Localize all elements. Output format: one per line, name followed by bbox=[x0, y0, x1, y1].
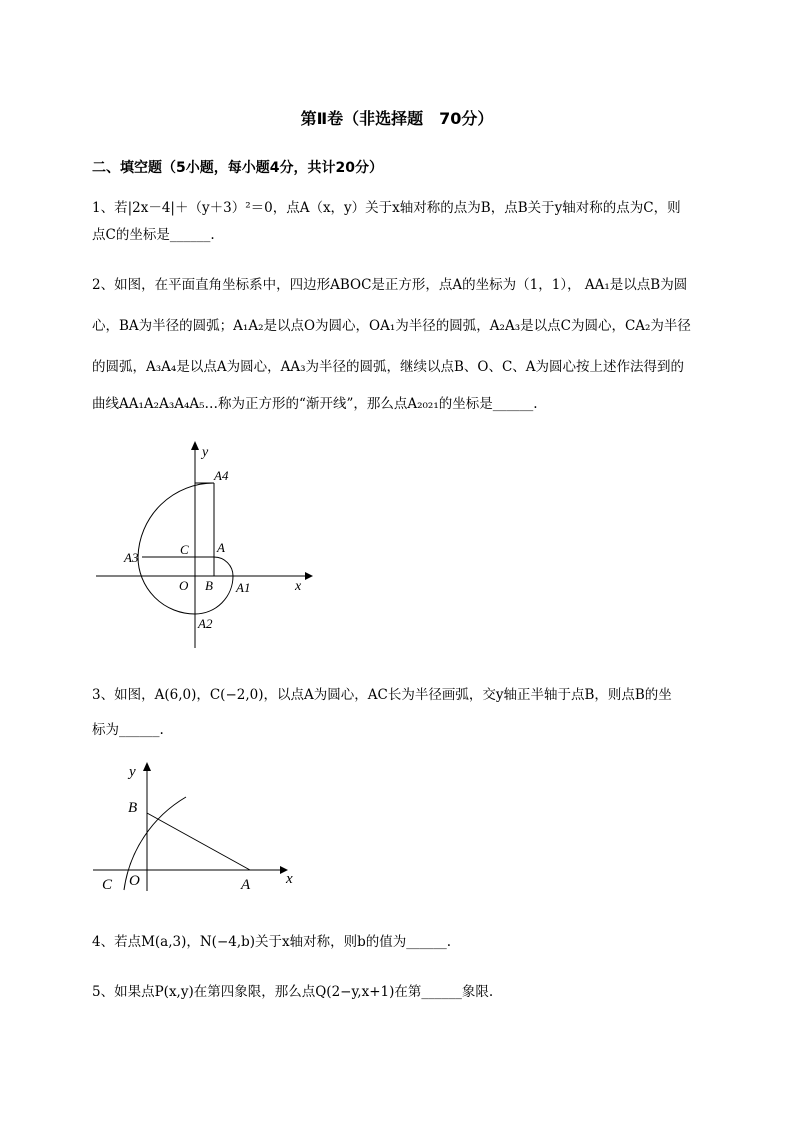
q4-line1: 4、若点M(a,3)，N(−4,b)关于x轴对称，则b的值为______. bbox=[92, 934, 452, 950]
fig2-label-y: y bbox=[129, 764, 136, 780]
q3-line2: 标为______. bbox=[92, 722, 164, 738]
arc-A3-A4 bbox=[138, 483, 214, 557]
fig1-label-O: O bbox=[179, 578, 189, 593]
arc-A-A1 bbox=[214, 557, 233, 576]
figure-involute bbox=[90, 438, 320, 653]
q2-line3: 的圆弧，A₃A₄是以点A为圆心，AA₃为半径的圆弧，继续以点B、O、C、A为圆心按上述作法得到的 bbox=[92, 359, 685, 375]
q2-line4: 曲线AA₁A₂A₃A₄A₅…称为正方形的“渐开线”，那么点A₂₀₂₁的坐标是______. bbox=[92, 396, 538, 412]
fig2-label-C: C bbox=[102, 877, 113, 893]
q1-line2: 点C的坐标是______. bbox=[92, 227, 215, 243]
fig2-label-O: O bbox=[129, 873, 140, 889]
fig2-label-A: A bbox=[241, 877, 251, 893]
q2-line1: 2、如图，在平面直角坐标系中，四边形ABOC是正方形，点A的坐标为（1，1）， AA₁是以点B为圆 bbox=[92, 277, 688, 293]
fig1-label-C: C bbox=[180, 542, 189, 557]
fig1-label-A4: A4 bbox=[214, 468, 229, 483]
fig1-label-A1: A1 bbox=[236, 580, 251, 595]
y-axis-arrow-icon bbox=[191, 441, 199, 450]
fig1-label-A3: A3 bbox=[124, 550, 139, 565]
section-header: 二、填空题（5小题，每小题4分，共计20分） bbox=[92, 160, 383, 176]
x-axis-arrow-icon bbox=[305, 572, 313, 580]
q1-line1: 1、若|2x－4|＋（y＋3）²＝0，点A（x，y）关于x轴对称的点为B，点B关于y轴对称的点为C，则 bbox=[92, 200, 681, 216]
fig1-label-x: x bbox=[295, 579, 302, 594]
fig1-label-A: A bbox=[217, 540, 225, 555]
fig1-label-B: B bbox=[205, 578, 213, 593]
q3-line1: 3、如图，A(6,0)，C(−2,0)，以点A为圆心，AC长为半径画弧，交y轴正半轴于点B，则点B的坐 bbox=[92, 687, 672, 703]
arc-A1-A2 bbox=[195, 576, 233, 614]
segment-B-A bbox=[147, 813, 250, 870]
fig2-label-B: B bbox=[128, 800, 138, 816]
y-axis-arrow-icon bbox=[143, 762, 151, 771]
fig1-label-y: y bbox=[202, 445, 209, 460]
figure-arc bbox=[90, 756, 310, 896]
fig2-label-x: x bbox=[286, 871, 293, 887]
q2-line2: 心，BA为半径的圆弧；A₁A₂是以点O为圆心，OA₁为半径的圆弧，A₂A₃是以点C为圆心，CA₂为半径 bbox=[92, 318, 691, 334]
q5-line1: 5、如果点P(x,y)在第四象限，那么点Q(2−y,x+1)在第______象限. bbox=[92, 984, 494, 1000]
page-title: 第Ⅱ卷（非选择题 70分） bbox=[300, 109, 494, 128]
fig1-label-A2: A2 bbox=[198, 616, 213, 631]
